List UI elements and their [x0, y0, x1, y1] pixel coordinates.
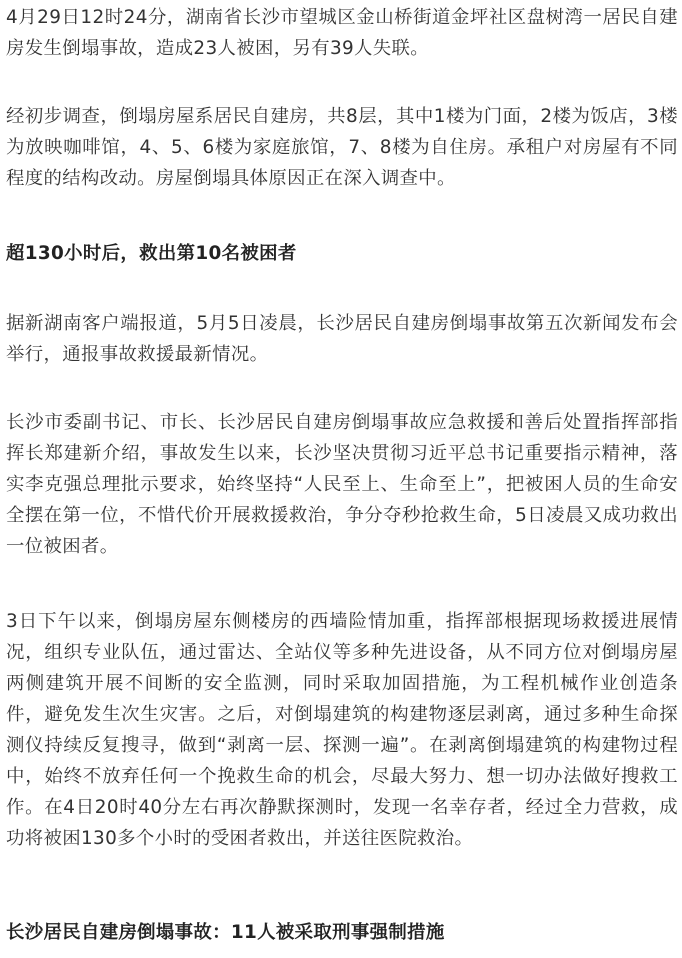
article-paragraph: 4月29日12时24分，湖南省长沙市望城区金山桥街道金坪社区盘树湾一居民自建房发生倒塌事故，造成23人被困，另有39人失联。: [6, 7, 678, 59]
article-paragraph: 经初步调查，倒塌房屋系居民自建房，共8层，其中1楼为门面，2楼为饭店，3楼为放映咖啡馆，4、5、6楼为家庭旅馆，7、8楼为自住房。承租户对房屋有不同程度的结构改动。房屋倒塌具体原因正在深入调查中。: [6, 106, 678, 189]
article-paragraph: 据新湖南客户端报道，5月5日凌晨，长沙居民自建房倒塌事故第五次新闻发布会举行，通报事故救援最新情况。: [6, 313, 678, 365]
section-heading: 长沙居民自建房倒塌事故：11人被采取刑事强制措施: [6, 922, 445, 943]
section-heading: 超130小时后，救出第10名被困者: [6, 243, 297, 264]
article-paragraph: 3日下午以来，倒塌房屋东侧楼房的西墙险情加重，指挥部根据现场救援进展情况，组织专业队伍，通过雷达、全站仪等多种先进设备，从不同方位对倒塌房屋两侧建筑开展不间断的安全监测，同时采取加固措施，为工程机械作业创造条件，避免发生次生灾害。之后，对倒塌建筑的构建物逐层剥离，通过多种生命探测仪持续反复搜寻，做到“剥离一层、探测一遍”。在剥离倒塌建筑的构建物过程中，始终不放弃任何一个挽救生命的机会，尽最大努力、想一切办法做好搜救工作。在4日20时40分左右再次静默探测时，发现一名幸存者，经过全力营救，成功将被困130多个小时的受困者救出，并送往医院救治。: [6, 611, 678, 849]
article-paragraph: 长沙市委副书记、市长、长沙居民自建房倒塌事故应急救援和善后处置指挥部指挥长郑建新介绍，事故发生以来，长沙坚决贯彻习近平总书记重要指示精神，落实李克强总理批示要求，始终坚持“人民至上、生命至上”，把被困人员的生命安全摆在第一位，不惜代价开展救援救治，争分夺秒抢救生命，5日凌晨又成功救出一位被困者。: [6, 412, 678, 557]
